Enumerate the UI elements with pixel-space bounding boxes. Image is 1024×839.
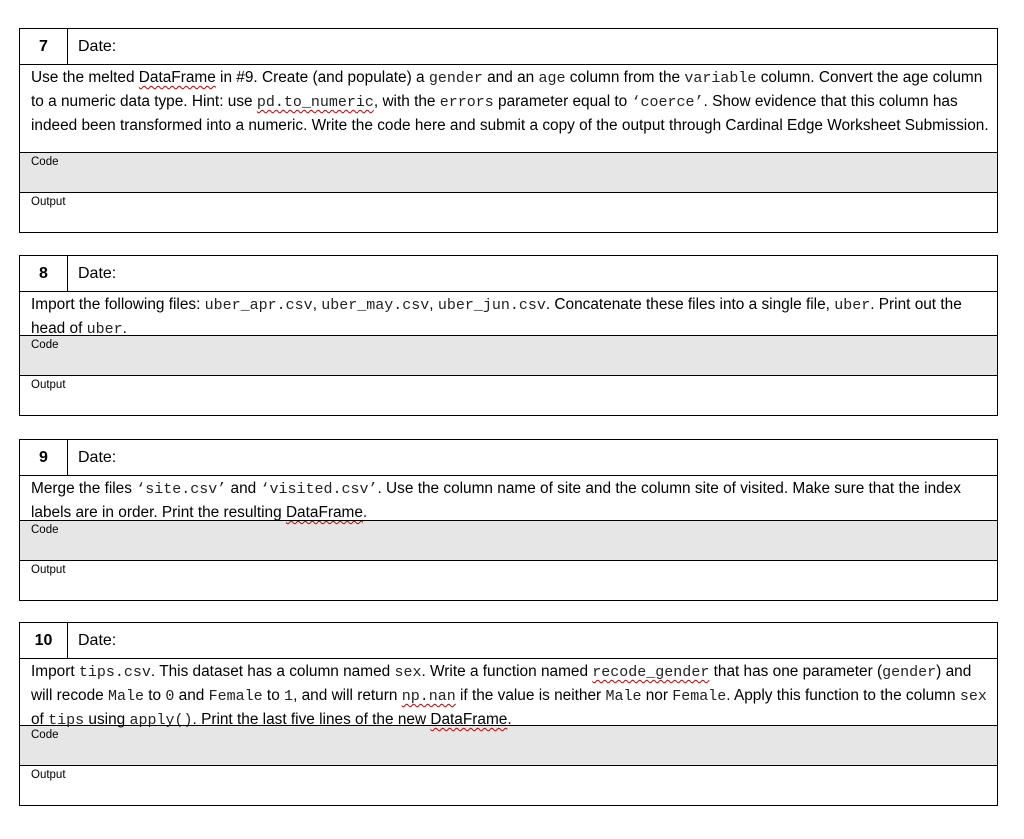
- description-text: . Show evidence that this column has indeed been transformed into a numeric. Write the code here and submit a copy of the output through Cardinal Edge Worksheet Submission.: [31, 93, 989, 134]
- code-label: Code: [31, 524, 59, 536]
- code-term: errors: [439, 94, 494, 111]
- task-number: 9: [20, 440, 68, 475]
- code-term: Female: [672, 688, 727, 705]
- description-text: and: [226, 480, 261, 497]
- term: DataFrame: [138, 69, 216, 86]
- task-number: 7: [20, 29, 68, 64]
- description-text: nor: [641, 687, 673, 704]
- code-term: np.nan: [401, 688, 456, 705]
- task-header: [20, 623, 997, 659]
- code-term: 0: [165, 688, 175, 705]
- task-header: [20, 29, 997, 65]
- output-label: Output: [31, 564, 66, 576]
- description-text: that has one parameter (: [709, 663, 883, 680]
- description-text: to: [262, 687, 285, 704]
- description-text: in #9. Create (and populate) a: [215, 69, 429, 86]
- code-term: variable: [684, 70, 757, 87]
- description-text: Use the melted: [31, 69, 139, 86]
- task-description: [20, 476, 997, 520]
- code-term: Male: [107, 688, 144, 705]
- description-text: . Use the column name of site and the column site of visited. Make sure that the index labels are in order. Print the resulting: [31, 480, 961, 521]
- task-description: [20, 659, 997, 729]
- code-term: uber_may.csv: [321, 297, 430, 314]
- description-text: . Write a function named: [421, 663, 593, 680]
- output-area[interactable]: [20, 765, 997, 805]
- description-text: column from the: [565, 69, 685, 86]
- code-term: gender: [882, 664, 937, 681]
- code-area[interactable]: [20, 520, 997, 560]
- output-label: Output: [31, 379, 66, 391]
- task-8: [19, 255, 998, 416]
- output-area[interactable]: [20, 560, 997, 600]
- code-term: apply(): [129, 712, 193, 729]
- description-text: .: [362, 504, 368, 521]
- description-text: ,: [429, 296, 438, 313]
- code-term: tips: [48, 712, 85, 729]
- code-term: pd.to_numeric: [256, 94, 374, 111]
- description-text: and: [174, 687, 209, 704]
- code-term: uber_jun.csv: [437, 297, 546, 314]
- task-number: 8: [20, 256, 68, 291]
- description-text: , with the: [373, 93, 440, 110]
- term: DataFrame: [285, 504, 363, 521]
- date-field[interactable]: Date:: [78, 448, 117, 466]
- description-text: .: [122, 320, 127, 337]
- code-label: Code: [31, 729, 59, 741]
- code-term: age: [538, 70, 566, 87]
- description-text: . This dataset has a column named: [150, 663, 395, 680]
- date-field[interactable]: Date:: [78, 264, 117, 282]
- code-label: Code: [31, 339, 59, 351]
- term: DataFrame: [430, 711, 508, 728]
- description-text: ) and will recode: [31, 663, 972, 704]
- code-term: recode_gender: [592, 664, 710, 681]
- description-text: Import the following files:: [31, 296, 205, 313]
- code-area[interactable]: [20, 152, 997, 192]
- date-field[interactable]: Date:: [78, 631, 117, 649]
- description-text: of: [31, 711, 49, 728]
- task-description: [20, 65, 997, 152]
- description-text: if the value is neither: [455, 687, 606, 704]
- task-description: [20, 292, 997, 338]
- description-text: using: [84, 711, 130, 728]
- description-text: to: [144, 687, 166, 704]
- description-text: . Print out the head of: [31, 296, 962, 337]
- description-text: Merge the files: [31, 480, 137, 497]
- code-term: Male: [605, 688, 642, 705]
- description-text: ,: [312, 296, 322, 313]
- code-label: Code: [31, 156, 59, 168]
- date-field[interactable]: Date:: [78, 37, 117, 55]
- description-text: Import: [31, 663, 79, 680]
- description-text: and an: [482, 69, 539, 86]
- code-term: 1: [284, 688, 294, 705]
- code-term: uber_apr.csv: [204, 297, 313, 314]
- code-term: uber: [86, 321, 123, 338]
- description-text: . Apply this function to the column: [726, 687, 960, 704]
- code-term: ‘visited.csv’: [260, 481, 378, 498]
- description-text: . Print the last five lines of the new: [192, 711, 431, 728]
- code-term: sex: [959, 688, 987, 705]
- output-label: Output: [31, 769, 66, 781]
- code-term: ‘site.csv’: [136, 481, 227, 498]
- code-term: ‘coerce’: [631, 94, 704, 111]
- description-text: . Concatenate these files into a single file,: [545, 296, 835, 313]
- output-label: Output: [31, 196, 66, 208]
- task-7: [19, 28, 998, 233]
- code-term: Female: [208, 688, 263, 705]
- code-area[interactable]: [20, 335, 997, 375]
- task-9: [19, 439, 998, 601]
- description-text: .: [507, 711, 512, 728]
- output-area[interactable]: [20, 192, 997, 232]
- task-header: [20, 256, 997, 292]
- task-number: 10: [20, 623, 68, 658]
- code-term: tips.csv: [78, 664, 151, 681]
- code-term: sex: [394, 664, 422, 681]
- code-term: uber: [834, 297, 871, 314]
- output-area[interactable]: [20, 375, 997, 415]
- task-header: [20, 440, 997, 476]
- description-text: column. Convert the age column to a numeric data type. Hint: use: [31, 69, 983, 110]
- description-text: , and will return: [293, 687, 402, 704]
- task-10: [19, 622, 998, 806]
- code-term: gender: [428, 70, 483, 87]
- description-text: parameter equal to: [493, 93, 632, 110]
